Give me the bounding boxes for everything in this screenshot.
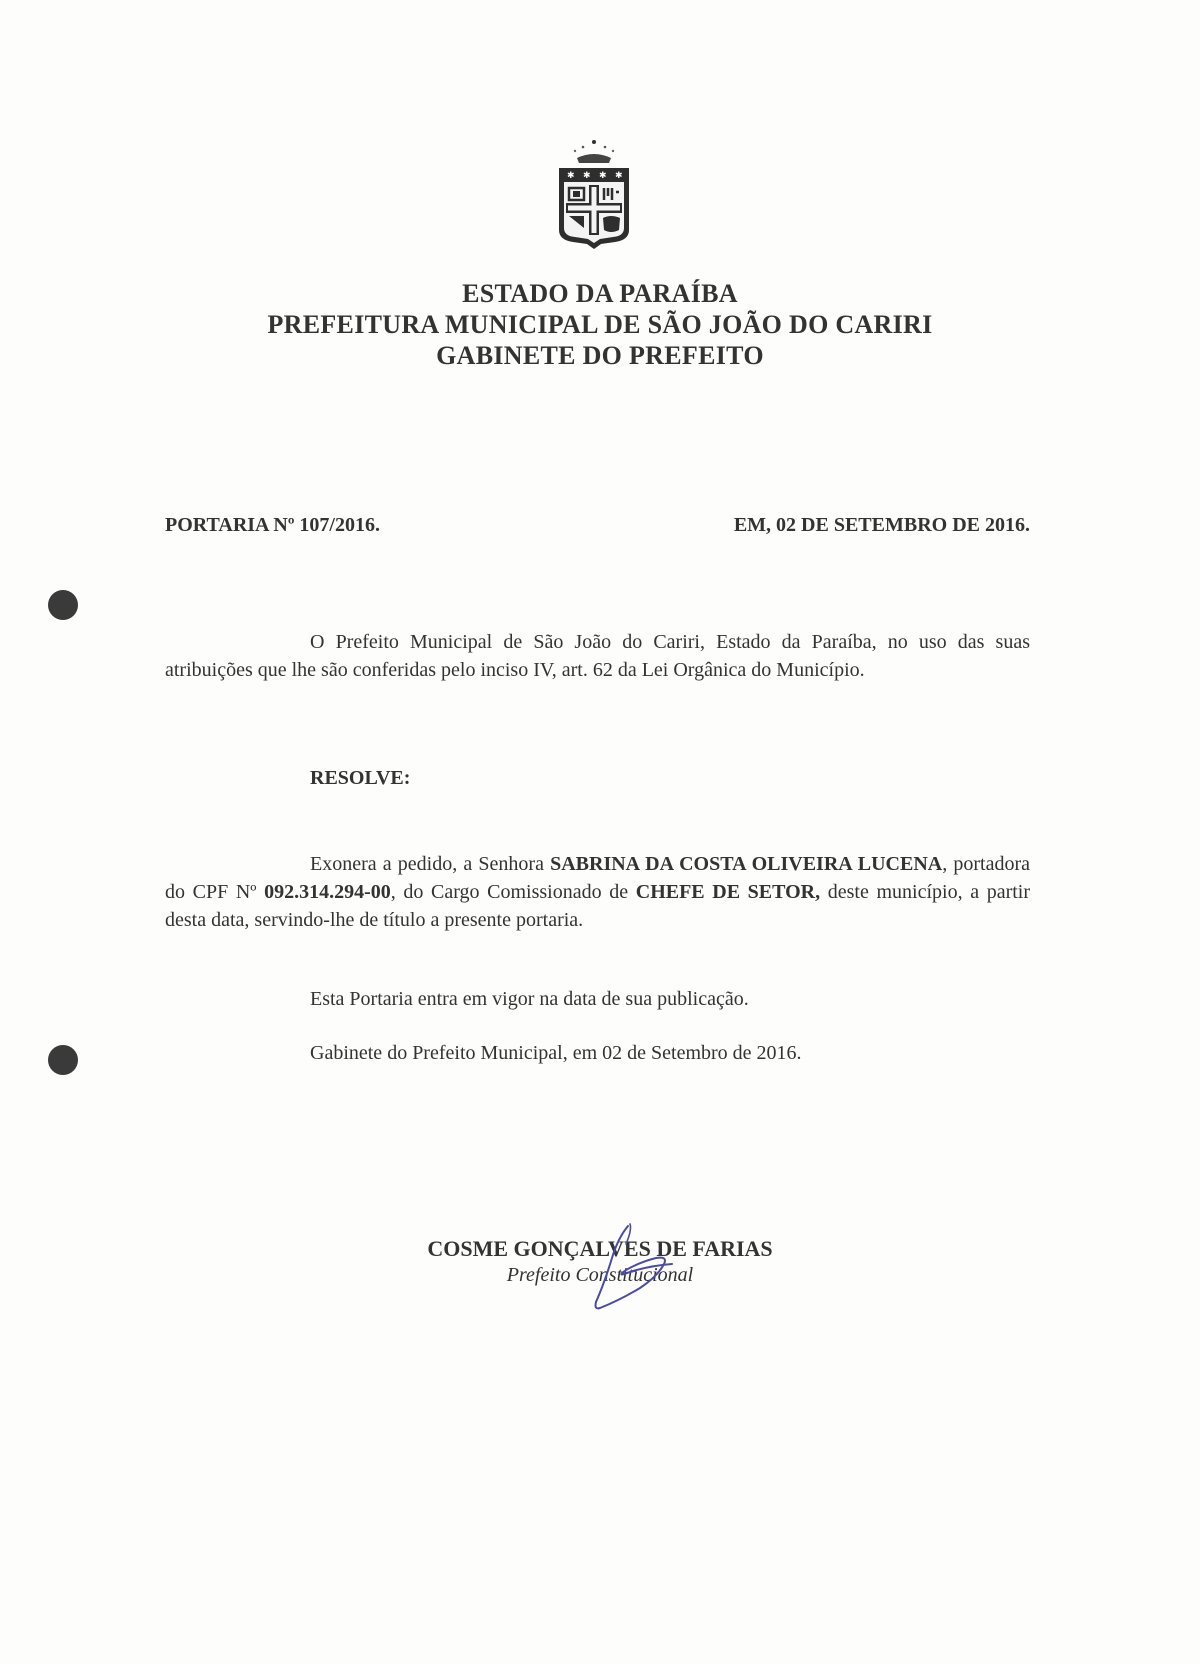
header-prefecture: PREFEITURA MUNICIPAL DE SÃO JOÃO DO CARIRI	[267, 310, 933, 339]
signature-icon	[560, 1218, 710, 1318]
portaria-number: PORTARIA Nº 107/2016.	[165, 514, 380, 536]
svg-text:✱: ✱	[599, 171, 607, 181]
svg-text:✱: ✱	[615, 171, 623, 181]
signer-name: COSME GONÇALVES DE FARIAS	[427, 1236, 773, 1261]
employee-cpf: 092.314.294-00	[264, 881, 391, 903]
punch-hole-top	[48, 590, 78, 620]
resolve-label: RESOLVE:	[310, 767, 411, 789]
portaria-date: EM, 02 DE SETEMBRO DE 2016.	[733, 514, 1030, 536]
svg-text:✱: ✱	[583, 171, 591, 181]
header-office: GABINETE DO PREFEITO	[436, 341, 764, 370]
decision-text-4: deste município, a partir desta data, servindo-lhe de título a presente portaria.	[165, 881, 1031, 931]
effective-clause: Esta Portaria entra em vigor na data de sua publicação.	[310, 988, 749, 1010]
employee-position: CHEFE DE SETOR,	[635, 881, 821, 903]
decision-text-1: Exonera a pedido, a Senhora	[310, 853, 551, 875]
document-header	[0, 278, 1200, 371]
punch-hole-bottom	[48, 1045, 78, 1075]
header-state: ESTADO DA PARAÍBA	[462, 279, 738, 308]
preamble-text: O Prefeito Municipal de São João do Cariri, Estado da Paraíba, no uso das suas atribuições que lhe são conferidas pelo inciso IV, art. 62 da Lei Orgânica do Município.	[165, 631, 1030, 681]
decision-text-2: , portadora do CPF Nº	[165, 853, 1030, 903]
coat-of-arms-icon	[553, 138, 635, 250]
closing-line: Gabinete do Prefeito Municipal, em 02 de Setembro de 2016.	[310, 1042, 802, 1064]
svg-text:✱: ✱	[567, 171, 575, 181]
decision-text-3: , do Cargo Comissionado de	[390, 881, 636, 903]
signer-title: Prefeito Constitucional	[506, 1264, 694, 1286]
employee-name: SABRINA DA COSTA OLIVEIRA LUCENA	[550, 853, 943, 875]
preamble-paragraph	[165, 628, 1030, 684]
decision-paragraph	[165, 850, 1030, 934]
